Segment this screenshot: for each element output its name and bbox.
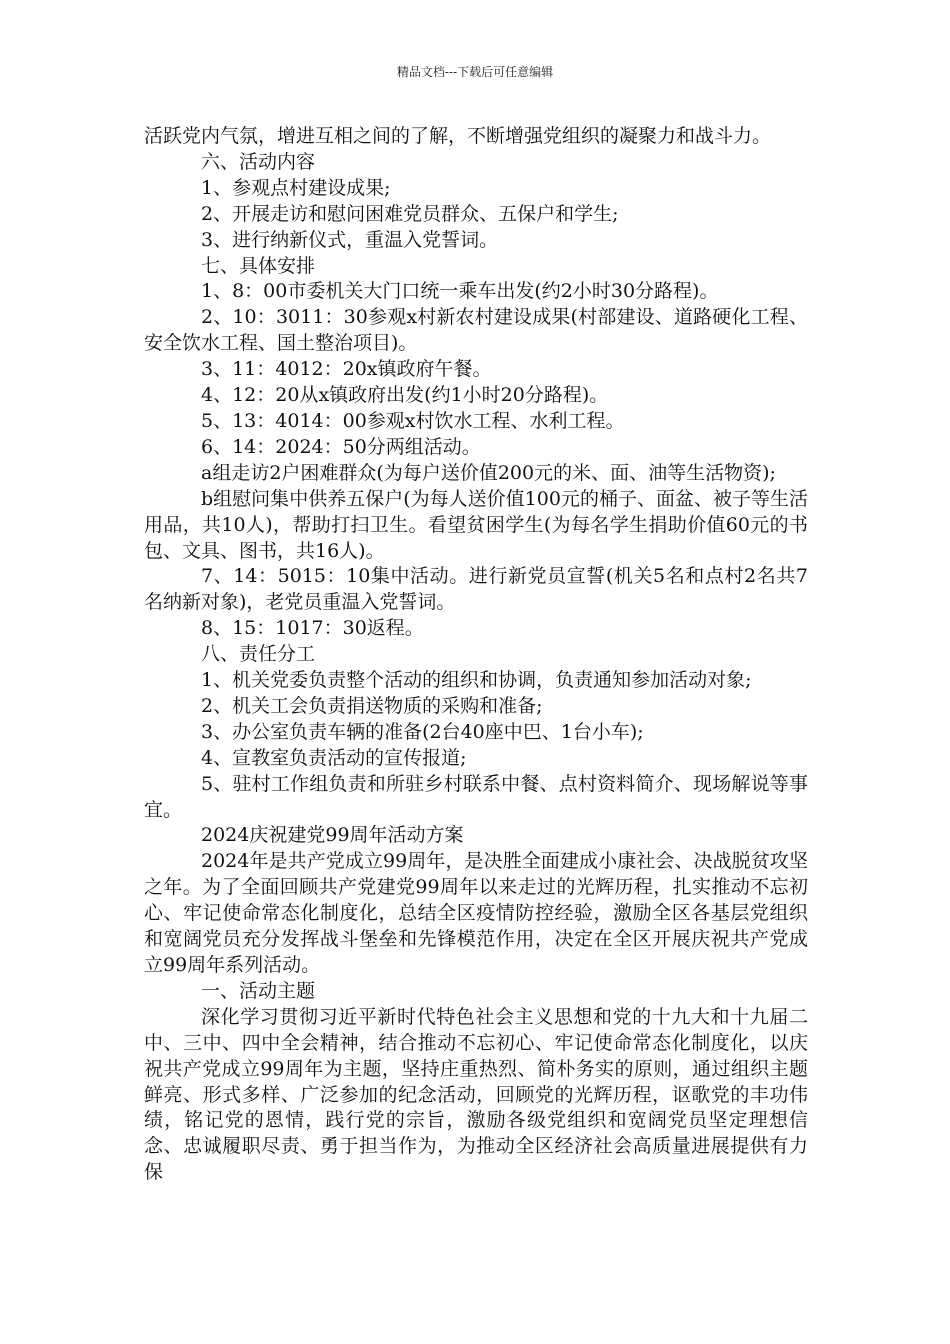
list-item: 8、15：1017：30返程。 xyxy=(201,617,424,640)
document-title: 2024庆祝建党99周年活动方案 xyxy=(201,824,464,847)
list-item: 2、10：3011：30参观x村新农村建设成果(村部建设、道路硬化工程、安全饮水工程、国土整治项目)。 xyxy=(144,306,808,355)
list-item: 2、开展走访和慰问困难党员群众、五保户和学生; xyxy=(201,202,619,225)
list-item: 4、宣教室负责活动的宣传报道; xyxy=(201,746,467,769)
list-item: 6、14：2024：50分两组活动。 xyxy=(201,435,481,458)
list-item: 1、机关党委负责整个活动的组织和协调，负责通知参加活动对象; xyxy=(201,669,752,692)
document-body xyxy=(144,124,808,1186)
paragraph: 2024年是共产党成立99周年，是决胜全面建成小康社会、决战脱贫攻坚之年。为了全面回顾共产党建党99周年以来走过的光辉历程，扎实推动不忘初心、牢记使命常态化制度化，总结全区疫情防控经验，激励全区各基层党组织和宽阔党员充分发挥战斗堡垒和先锋模范作用，决定在全区开展庆祝共产党成立99周年系列活动。 xyxy=(144,850,808,976)
section-heading: 六、活动内容 xyxy=(201,150,316,173)
list-item: 7、14：5015：10集中活动。进行新党员宣誓(机关5名和点村2名共7名纳新对象)，老党员重温入党誓词。 xyxy=(144,565,808,614)
list-item: 4、12：20从x镇政府出发(约1小时20分路程)。 xyxy=(201,384,609,407)
paragraph: 深化学习贯彻习近平新时代特色社会主义思想和党的十九大和十九届二中、三中、四中全会精神，结合推动不忘初心、牢记使命常态化制度化，以庆祝共产党成立99周年为主题，坚持庄重热烈、简朴务实的原则，通过组织主题鲜亮、形式多样、广泛参加的纪念活动，回顾党的光辉历程，讴歌党的丰功伟绩，铭记党的恩情，践行党的宗旨，激励各级党组织和宽阔党员坚定理想信念、忠诚履职尽责、勇于担当作为，为推动全区经济社会高质量进展提供有力保 xyxy=(144,1005,808,1184)
section-heading: 一、活动主题 xyxy=(201,979,316,1002)
page-header: 精品文档---下载后可任意编辑 xyxy=(396,65,554,79)
list-item: 3、进行纳新仪式，重温入党誓词。 xyxy=(201,228,499,251)
paragraph: 活跃党内气氛，增进互相之间的了解，不断增强党组织的凝聚力和战斗力。 xyxy=(144,125,772,147)
list-item: 3、11：4012：20x镇政府午餐。 xyxy=(201,358,492,381)
section-heading: 七、具体安排 xyxy=(201,254,316,277)
list-item: 1、8：00市委机关大门口统一乘车出发(约2小时30分路程)。 xyxy=(201,280,719,303)
list-item: a组走访2户困难群众(为每户送价值200元的米、面、油等生活物资); xyxy=(201,461,776,484)
section-heading: 八、责任分工 xyxy=(201,643,316,666)
list-item: 2、机关工会负责捐送物质的采购和准备; xyxy=(201,694,543,717)
list-item: 1、参观点村建设成果; xyxy=(201,176,391,199)
list-item: b组慰问集中供养五保户(为每人送价值100元的桶子、面盆、被子等生活用品，共10人)，帮助打扫卫生。看望贫困学生(为每名学生捐助价值60元的书包、文具、图书，共16人)。 xyxy=(144,487,808,562)
list-item: 5、驻村工作组负责和所驻乡村联系中餐、点村资料简介、现场解说等事宜。 xyxy=(144,772,808,821)
list-item: 5、13：4014：00参观x村饮水工程、水利工程。 xyxy=(201,409,625,432)
list-item: 3、办公室负责车辆的准备(2台40座中巴、1台小车); xyxy=(201,720,644,743)
